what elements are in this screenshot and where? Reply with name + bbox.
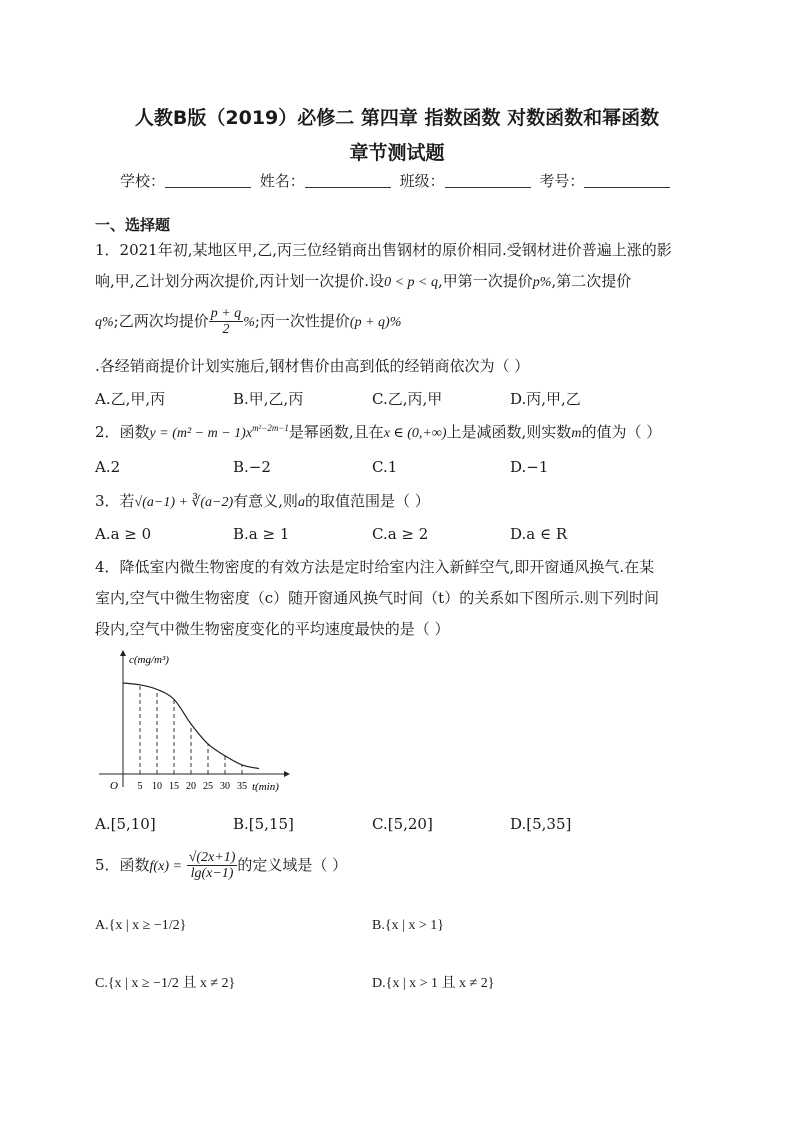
q3-stem: 3．若√(a−1) + ∛(a−2)有意义,则a的取值范围是（ ） bbox=[95, 492, 430, 510]
q2-option-a[interactable]: A.2 bbox=[95, 458, 121, 476]
q1-line1: 1．2021年初,某地区甲,乙,丙三位经销商出售钢材的原价相同.受钢材进价普遍上涨的影 bbox=[95, 241, 672, 259]
q1-option-d[interactable]: D.丙,甲,乙 bbox=[510, 390, 581, 408]
x-tick-label: 20 bbox=[186, 781, 196, 792]
q4-option-d[interactable]: D.[5,35] bbox=[510, 815, 572, 833]
x-tick-label: 30 bbox=[220, 781, 230, 792]
q1-line3: q%;乙两次均提价 $\frac{p + q}{2}$ %;丙一次性提价(p + q)% bbox=[95, 306, 402, 338]
q5-option-b[interactable]: B.{x | x > 1} bbox=[372, 918, 444, 933]
origin-label: O bbox=[110, 780, 118, 792]
q5-stem: 5．函数f(x) = $\frac{√(2x+1)}{\lg(x-1)}$ 的定义域是（ ） bbox=[95, 850, 348, 882]
page-subtitle: 章节测试题 bbox=[349, 142, 445, 164]
x-tick-label: 15 bbox=[169, 781, 179, 792]
q2-option-d[interactable]: D.−1 bbox=[510, 458, 549, 476]
q1-fraction: $\frac{p + q}{2}$ bbox=[210, 306, 242, 338]
class-field[interactable] bbox=[445, 173, 531, 188]
q1-option-b[interactable]: B.甲,乙,丙 bbox=[233, 390, 304, 408]
x-tick-label: 35 bbox=[237, 781, 247, 792]
section-title: 一、选择题 bbox=[95, 216, 171, 234]
q3-option-c[interactable]: C.a ≥ 2 bbox=[372, 525, 429, 543]
q1-option-c[interactable]: C.乙,丙,甲 bbox=[372, 390, 443, 408]
density-curve bbox=[123, 683, 259, 769]
q5-option-a[interactable]: A.{x | x ≥ −1/2} bbox=[95, 918, 187, 933]
name-label: 姓名： bbox=[259, 172, 305, 190]
q1-option-a[interactable]: A.乙,甲,丙 bbox=[95, 390, 166, 408]
school-field[interactable] bbox=[165, 173, 251, 188]
student-info-row bbox=[120, 170, 674, 191]
q1-line2: 响,甲,乙计划分两次提价,丙计划一次提价.设0 < p < q,甲第一次提价p%,第二次提价 bbox=[95, 272, 632, 290]
q2-option-b[interactable]: B.−2 bbox=[233, 458, 271, 476]
y-axis-label: c(mg/m³) bbox=[129, 654, 169, 666]
x-tick-label: 5 bbox=[137, 781, 143, 792]
q5-option-d[interactable]: D.{x | x > 1 且 x ≠ 2} bbox=[372, 976, 495, 991]
school-label: 学校： bbox=[120, 172, 166, 190]
q4-option-c[interactable]: C.[5,20] bbox=[372, 815, 433, 833]
q3-option-d[interactable]: D.a ∈ R bbox=[510, 525, 568, 543]
q1-line4: .各经销商提价计划实施后,钢材售价由高到低的经销商依次为（ ） bbox=[95, 357, 530, 375]
x-axis-label: t(min) bbox=[252, 781, 279, 793]
exam-number-label: 考号： bbox=[539, 172, 585, 190]
q2-stem: 2．函数$y = (m^2 - m - 1)x^{m^2-2m-1}$是幂函数,且在x ∈ (0,+∞)上是减函数,则实数m的值为（ ） bbox=[95, 423, 662, 441]
x-tick-label: 25 bbox=[203, 781, 213, 792]
q4-option-a[interactable]: A.[5,10] bbox=[95, 815, 156, 833]
q4-line1: 4．降低室内微生物密度的有效方法是定时给室内注入新鲜空气,即开窗通风换气.在某 bbox=[95, 558, 655, 576]
name-field[interactable] bbox=[305, 173, 391, 188]
q3-option-b[interactable]: B.a ≥ 1 bbox=[233, 525, 290, 543]
class-label: 班级： bbox=[399, 172, 445, 190]
q3-option-a[interactable]: A.a ≥ 0 bbox=[95, 525, 152, 543]
q4-line3: 段内,空气中微生物密度变化的平均速度最快的是（ ） bbox=[95, 620, 450, 638]
exam-number-field[interactable] bbox=[584, 173, 670, 188]
x-tick-label: 10 bbox=[152, 781, 162, 792]
q2-option-c[interactable]: C.1 bbox=[372, 458, 398, 476]
page-title: 人教B版（2019）必修二 第四章 指数函数 对数函数和幂函数 bbox=[134, 107, 660, 129]
density-time-chart bbox=[95, 645, 295, 800]
q5-fraction: $\frac{√(2x+1)}{\lg(x-1)}$ bbox=[188, 850, 236, 882]
q4-option-b[interactable]: B.[5,15] bbox=[233, 815, 294, 833]
q5-option-c[interactable]: C.{x | x ≥ −1/2 且 x ≠ 2} bbox=[95, 976, 236, 991]
q4-line2: 室内,空气中微生物密度（c）随开窗通风换气时间（t）的关系如下图所示.则下列时间 bbox=[95, 589, 659, 607]
